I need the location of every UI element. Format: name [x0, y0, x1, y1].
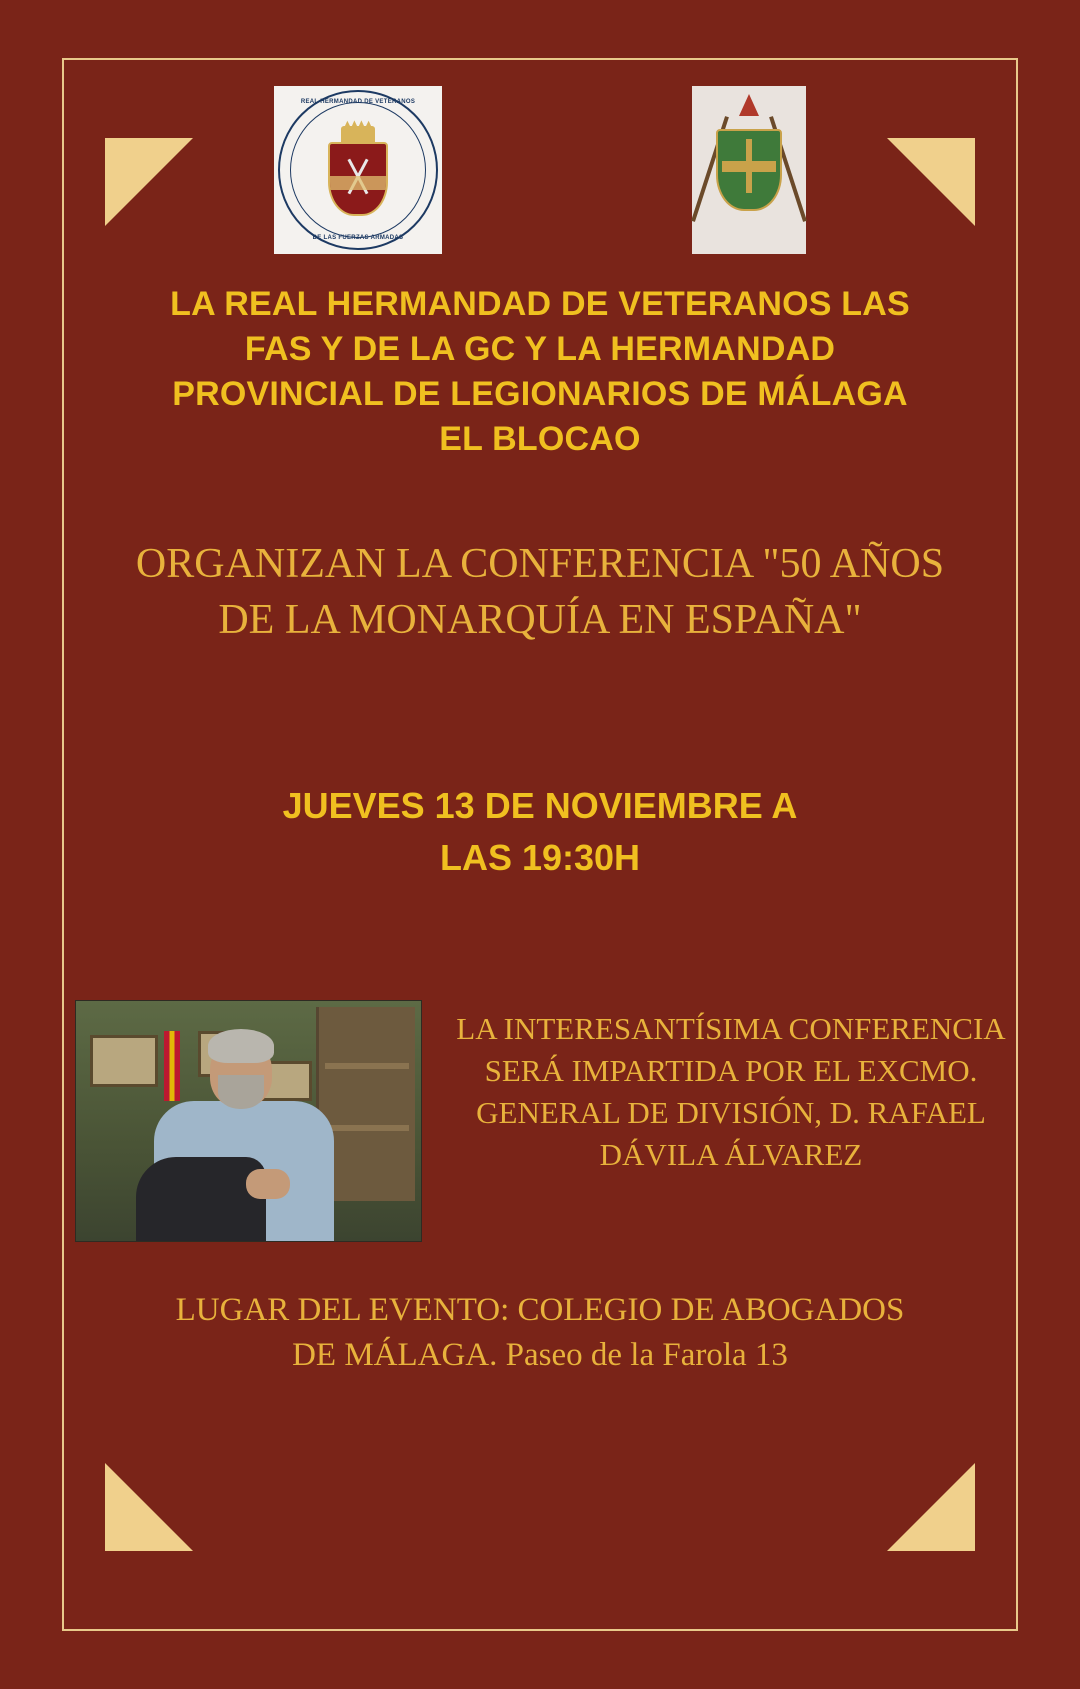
speaker-section [75, 1000, 1010, 1242]
event-time: LAS 19:30H [439, 837, 641, 879]
legion-shield-icon [716, 129, 782, 211]
event-venue [95, 1288, 985, 1377]
venue-line-2: DE MÁLAGA. Paseo de la Farola 13 [292, 1336, 788, 1373]
photo-person-hand [246, 1169, 290, 1199]
shield-icon [328, 142, 388, 216]
headline-line-2: FAS Y DE LA GC Y LA HERMANDAD [244, 329, 836, 368]
crown-icon [341, 126, 375, 142]
legion-shield-band [722, 161, 777, 172]
speaker-photo [75, 1000, 422, 1242]
venue-line-1: LUGAR DEL EVENTO: COLEGIO DE ABOGADOS [175, 1292, 905, 1328]
headline-line-3: PROVINCIAL DE LEGIONARIOS DE MÁLAGA [172, 374, 908, 413]
emblem-center-arms [323, 124, 393, 216]
headline-lead: LA [170, 285, 225, 323]
corner-ornament-bottom-left [105, 1463, 193, 1551]
poster-headline [78, 282, 1002, 462]
speaker-description: LA INTERESANTÍSIMA CONFERENCIA SERÁ IMPARTIDA POR EL EXCMO. GENERAL DE DIVISIÓN, D. RAFAEL DÁVILA ÁLVAREZ [456, 1011, 1006, 1173]
photo-person-beard [218, 1075, 264, 1109]
photo-person-hair [208, 1029, 274, 1063]
real-hermandad-veteranos-emblem-icon [274, 86, 442, 254]
photo-person-arm [136, 1157, 266, 1241]
event-datetime [95, 780, 985, 884]
photo-wall-frame [90, 1035, 158, 1087]
event-date: JUEVES 13 DE NOVIEMBRE A [282, 785, 798, 826]
emblem-ring-text-bottom: DE LAS FUERZAS ARMADAS [312, 235, 404, 241]
conference-title: ORGANIZAN LA CONFERENCIA "50 AÑOS DE LA MONARQUÍA EN ESPAÑA" [135, 541, 945, 644]
emblem-row [0, 86, 1080, 254]
headline-line-4: EL BLOCAO [439, 419, 641, 458]
corner-ornament-bottom-right [887, 1463, 975, 1551]
headline-line-1: REAL HERMANDAD DE VETERANOS LAS [224, 285, 910, 323]
hermandad-legionarios-emblem-icon [692, 86, 806, 254]
shield-band [330, 176, 386, 190]
spanish-flag-icon [164, 1031, 180, 1101]
emblem-ring-text-top: REAL HERMANDAD DE VETERANOS [300, 99, 416, 105]
arrow-icon [739, 94, 759, 116]
